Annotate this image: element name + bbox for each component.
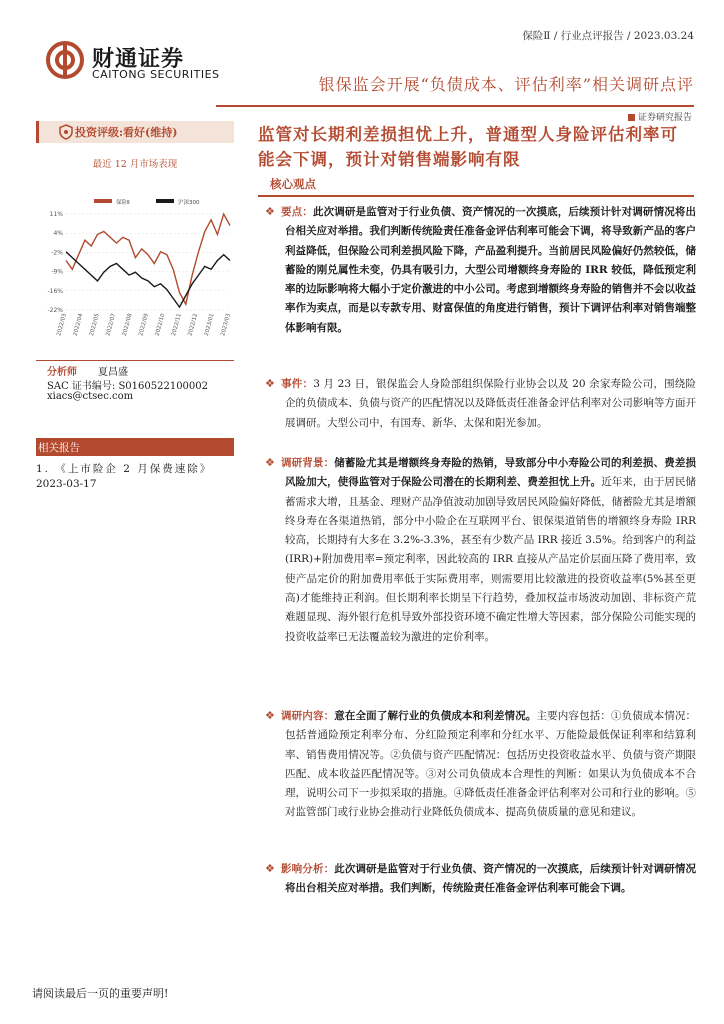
analyst-divider [36,360,234,361]
x-tick-label: 2022/11 [171,312,183,337]
performance-chart-title: 最近 12 月市场表现 [92,159,178,170]
x-tick-label: 2022/09 [138,312,150,337]
para-text: 近年来，由于居民储蓄需求大增，且基金、理财产品净值波动加剧导致居民风险偏好降低，储蓄险尤其是增额终身寿在各渠道热销，部分中小险企在互联网平台、银保渠道销售的增额终身寿险 IRR 较高，长期持有大多在 3.2%-3.3%，甚至有少数产品 IRR 接近 3.5%。给到客户的利益(IRR)+附加费用率=预定利率，因此较高的 IRR 直接从产品定价层面压降了费用率，致使产品定价的附加费用率低于实际费用率，则需要用比较激进的投资收益率(5%甚至更高)才能维持正利润。但长期利率长期呈下行趋势，叠加权益市场波动加剧、非标资产荒难题显现、海外银行危机导致外部投资环境不确定性增大等因素，部分保险公司能实现的投资收益率已无法覆盖较为激进的定价利率。 [285,476,697,643]
brand-name-cn: 财通证券 [92,47,185,72]
para-text: 3 月 23 日，银保监会人身险部组织保险行业协会以及 20 余家寿险公司，围绕险企的负债成本、负债与资产的匹配情况以及降低责任准备金评估利率对公司影响等方面开展调研。大型公司中，有国寿、新华、太保和阳光参加。 [285,378,696,429]
x-tick-label: 2022/10 [154,312,167,337]
legend-label: 沪深300 [178,200,200,206]
series-line-1 [66,252,230,307]
investment-rating: 投资评级:看好(维持) [75,126,178,139]
para-bold: 意在全面了解行业的负债成本和利差情况。 [334,710,537,722]
legend-label: 保险Ⅱ [116,200,130,206]
y-tick-label: 4% [53,230,63,238]
x-tick-label: 2023/01 [203,312,216,337]
x-tick-label: 2022/05 [89,312,101,337]
legend-swatch [94,199,112,203]
diamond-bullet-icon: ❖ [265,862,276,875]
analyst-name: 夏昌盛 [98,367,128,378]
x-tick-label: 2022/07 [105,312,118,337]
paragraph-event [258,374,696,433]
y-tick-label: -22% [47,307,63,314]
y-tick-label: -9% [51,268,63,276]
report-type-label: 证券研究报告 [637,113,692,123]
diamond-bullet-icon: ❖ [265,205,276,218]
para-head: 要点： [281,206,313,218]
related-report-date: 2023-03-17 [36,478,97,490]
core-view-label: 核心观点 [270,177,316,191]
brand-name-en: CAITONG SECURITIES [92,68,220,81]
related-report-link[interactable]: 1. 《上市险企 2 月保费速除》 [36,463,213,475]
para-head: 事件： [281,378,314,390]
y-tick-label: 11% [49,211,63,218]
performance-chart [36,186,236,346]
paragraph-impact [258,859,696,899]
caitong-logo-icon [46,41,84,79]
paragraph-background [258,453,696,647]
square-icon [628,114,635,121]
y-tick-label: -16% [47,287,63,295]
core-view-divider [258,195,694,197]
para-head: 调研内容： [281,710,335,722]
related-reports-label: 相关报告 [38,442,80,454]
para-text: 主要内容包括：①负债成本情况：包括普通险预定利率分布、分红险预定利率和分红水平、万能险最低保证利率和结算利率、销售费用情况等。②负债与资产匹配情况：包括历史投资收益水平、负债与资产期限匹配、成本收益匹配情况等。③对公司负债成本合理性的判断：如果认为负债成本不合理，说明公司下一步拟采取的措施。④降低责任准备金评估利率对公司和行业的影响。⑤对监管部门或行业协会推动行业降低负债成本、提高负债质量的意见和建议。 [285,710,697,819]
para-head: 调研背景： [281,457,335,469]
main-title: 监管对长期利差损担忧上升，普通型人身险评估利率可能会下调，预计对销售端影响有限 [258,125,678,169]
para-bold: 储蓄险尤其是增额终身寿险的热销，导致部分中小寿险公司的利差损、费差损风险加大，使得监管对于保险公司潜在的长期利差、费差担忧上升。 [285,457,697,489]
disclaimer-note: 请阅读最后一页的重要声明! [32,987,169,1000]
analyst-email[interactable]: xiacs@ctsec.com [47,391,134,402]
x-tick-label: 2022/04 [72,312,85,337]
diamond-bullet-icon: ❖ [265,377,276,390]
paragraph-key-points [258,202,696,338]
para-text: 此次调研是监管对于行业负债、资产情况的一次摸底，后续预计针对调研情况将出台相关应对举措。我们判断传统险责任准备金评估利率可能会下调，将导致新产品的客户利益降低，但保险公司利差损风险下降，产品盈利提升。当前居民风险偏好仍然较低，储蓄险的刚兑属性未变，仍具有吸引力，大型公司增额终身寿险的 IRR 较低，降低预定利率的边际影响将大幅小于定价激进的中小公司。考虑到增额终身寿险的销售并不会以收益率作为卖点，而是以专款专用、财富保值的角度进行销售，预计下调评估利率对销售端整体影响有限。 [285,206,696,334]
para-text: 此次调研是监管对于行业负债、资产情况的一次摸底，后续预计针对调研情况将出台相关应对举措。我们判断，传统险责任准备金评估利率可能会下调。 [285,863,697,895]
report-subtitle: 银保监会开展“负债成本、评估利率”相关调研点评 [318,75,694,94]
header-divider [216,105,694,107]
diamond-bullet-icon: ❖ [265,709,276,722]
diamond-bullet-icon: ❖ [265,456,276,469]
x-tick-label: 2022/08 [121,312,134,337]
x-tick-label: 2023/03 [220,312,232,337]
legend-swatch [156,199,174,203]
x-tick-label: 2022/03 [56,312,68,337]
analyst-label: 分析师 [47,367,77,378]
analyst-sac-number: SAC 证书编号: S0160522100002 [47,381,209,392]
x-tick-label: 2022/12 [187,312,200,337]
report-meta: 保险Ⅱ / 行业点评报告 / 2023.03.24 [522,30,694,42]
rating-badge-icon [58,124,74,140]
para-head: 影响分析： [281,863,335,875]
paragraph-content [258,706,696,823]
y-tick-label: -2% [51,249,63,257]
